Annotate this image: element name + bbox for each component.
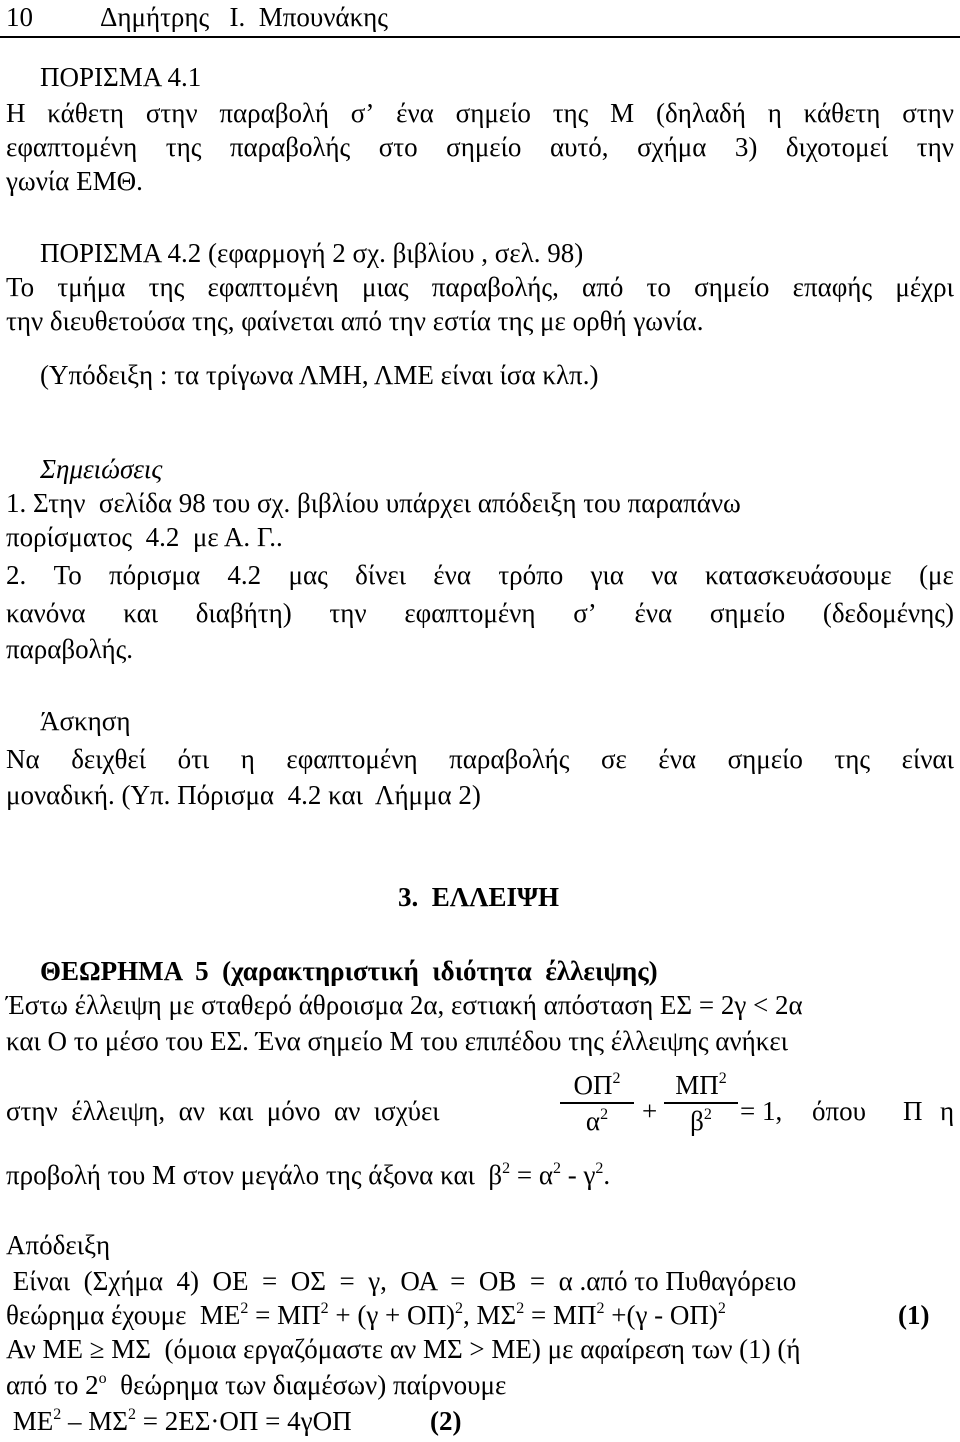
word: για [590,560,624,590]
word: επαφής [792,272,873,302]
word: τμήμα [57,272,126,302]
proof-line-1-part-a: Είναι (Σχήμα 4) ΟΕ = ΟΣ = γ, ΟΑ = ΟΒ = α [6,1266,573,1296]
me-exponent: 2 [240,1300,249,1317]
word: Το [6,272,35,302]
word: Μ [610,98,635,128]
corollary-4-2-line-1 [6,270,954,304]
word: στην [145,98,198,128]
theorem-5-line-3-text: στην έλλειψη, αν και μόνο αν ισχύει [6,1096,440,1126]
proof-line-2-mp: = ΜΠ [248,1300,321,1330]
plus-sign: + [642,1096,658,1126]
word: της [148,272,185,302]
proof-line-1-part-b: .από το Πυθαγόρειο [572,1266,797,1296]
word: στο [378,132,418,162]
fraction-2-denominator-exponent: 2 [703,1106,712,1123]
word: μέχρι [895,272,954,302]
fraction-1-denominator: α [585,1106,601,1136]
page-number: 10 [6,2,33,32]
proof-line-2-sum: + (γ + ΟΠ) [328,1300,456,1330]
mp-exponent-2: 2 [596,1300,605,1317]
word: να [651,560,678,590]
exercise-line-1 [6,742,954,776]
word: κάθετη [47,98,125,128]
line-4-part-b: = α [510,1160,553,1190]
fraction-mp-over-beta [664,1068,738,1138]
word: σημείο [455,98,531,128]
proof-line-2-me: θεώρημα έχουμε ΜΕ [6,1300,241,1330]
word: παραβολής, [431,272,559,302]
beta-exponent: 2 [502,1160,511,1177]
line-4-part-c: - γ [560,1160,596,1190]
word: και [123,598,159,628]
proof-line-4-part-a: από το 2 [6,1370,99,1400]
diff-exponent: 2 [717,1300,726,1317]
proof-line-3-part-b: ΜΣ (όμοια εργαζόμαστε αν ΜΣ > ΜΕ) με αφαίρεση των (1) (ή [104,1334,801,1364]
mp-exponent-1: 2 [320,1300,329,1317]
word: εφαπτομένη [286,744,418,774]
proof-line-2-mp-2: = ΜΠ [524,1300,597,1330]
fraction-1-numerator-exponent: 2 [612,1070,621,1087]
corollary-4-1-line-3: γωνία ΕΜΘ. [6,166,143,196]
word: σημείο [694,272,770,302]
header-rule [0,36,960,38]
theorem-5-line-3-is: η [940,1096,955,1126]
word: της [552,98,589,128]
corollary-4-2-title: ΠΟΡΙΣΜΑ 4.2 (εφαρμογή 2 σχ. βιβλίου , σελ. 98) [40,238,584,268]
word: (με [919,560,954,590]
word: παραβολής [449,744,570,774]
proof-line-5-result: = 2ΕΣ·ΟΠ = 4γΟΠ [135,1406,352,1436]
note-1-line-1: 1. Στην σελίδα 98 του σχ. βιβλίου υπάρχει απόδειξη του παραπάνω [6,488,741,518]
proof-line-3 [6,1332,801,1366]
word: από [582,272,624,302]
theorem-5-title: ΘΕΩΡΗΜΑ 5 (χαρακτηριστική ιδιότητα έλλειψης) [40,956,658,986]
word: ένα [396,98,434,128]
section-heading: 3. ΕΛΛΕΙΨΗ [398,882,560,912]
corollary-4-1-title: ΠΟΡΙΣΜΑ 4.1 [40,62,202,92]
note-2-line-3: παραβολής. [6,634,134,664]
fraction-2-numerator: ΜΠ [675,1070,719,1100]
word: την [329,598,367,628]
theorem-5-line-1: Έστω έλλειψη με σταθερό άθροισμα 2α, εστιακή απόσταση ΕΣ = 2γ < 2α [6,990,803,1020]
word: της [834,744,871,774]
corollary-4-2-hint: (Υπόδειξη : τα τρίγωνα ΛΜΗ, ΛΜΕ είναι ίσα κλπ.) [40,360,599,390]
proof-line-5 [6,1404,352,1438]
fraction-1-numerator: ΟΠ [573,1070,613,1100]
proof-line-1 [6,1264,796,1298]
me-exponent-5: 2 [53,1406,62,1423]
word: (δεδομένης) [822,598,954,628]
word: είναι [901,744,954,774]
exercise-title: Άσκηση [40,706,131,736]
geq-symbol: ≥ [89,1334,105,1364]
word: της [165,132,202,162]
word: σημείο [727,744,803,774]
word: σ’ [573,598,597,628]
theorem-5-line-3-where: όπου [812,1096,866,1126]
notes-title: Σημειώσεις [40,454,163,484]
word: κατασκευάσουμε [704,560,892,590]
word: σημείο [446,132,522,162]
corollary-4-1-line-1 [6,96,954,130]
proof-line-2-ms: , ΜΣ [463,1300,517,1330]
word: 3) [734,132,758,162]
word: σημείο [709,598,786,628]
fraction-2-numerator-exponent: 2 [718,1070,727,1087]
line-4-part-a: προβολή του Μ στον μεγάλο της άξονα και β [6,1160,503,1190]
theorem-5-line-4 [6,1158,610,1192]
word: την [916,132,954,162]
proof-line-2-diff: +(γ - ΟΠ) [604,1300,718,1330]
word: ένα [658,744,697,774]
word: δίνει [355,560,406,590]
word: Το [53,560,82,590]
word: ένα [433,560,471,590]
equation-ref-1: (1) [898,1300,930,1330]
word: Η [6,98,26,128]
theorem-5-line-3-pi: Π [903,1096,923,1126]
word: διχοτομεί [785,132,889,162]
fraction-op-over-alpha [560,1068,634,1138]
proof-line-5-ms: – ΜΣ [61,1406,128,1436]
word: στην [902,98,954,128]
word: πόρισμα [109,560,201,590]
word: παραβολής [229,132,351,162]
word: αυτό, [549,132,609,162]
ms-exponent-5: 2 [127,1406,136,1423]
author-name: Δημήτρης Ι. Μπουνάκης [100,2,388,32]
word: η [240,744,255,774]
word: εφαπτομένη [6,132,138,162]
exercise-line-2: μοναδική. (Υπ. Πόρισμα 4.2 και Λήμμα 2) [6,780,481,810]
note-2-line-1 [6,558,954,592]
proof-line-2 [6,1298,726,1332]
fraction-1-denominator-exponent: 2 [600,1106,609,1123]
alpha-exponent: 2 [552,1160,561,1177]
word: σε [600,744,627,774]
word: η [767,98,782,128]
word: μας [288,560,328,590]
word: παραβολή [219,98,329,128]
word: δειχθεί [71,744,147,774]
corollary-4-1-line-2 [6,130,954,164]
ordinal-superscript: ο [98,1370,107,1387]
word: ένα [634,598,673,628]
word: διαβήτη) [195,598,292,628]
line-4-part-d: . [603,1160,611,1190]
equals-one: = 1, [740,1096,783,1126]
note-2-line-2 [6,596,954,630]
gamma-exponent: 2 [595,1160,604,1177]
note-1-line-2: πορίσματος 4.2 με Α. Γ.. [6,522,283,552]
word: κάθετη [803,98,881,128]
proof-title: Απόδειξη [6,1230,111,1260]
word: εφαπτομένη [404,598,536,628]
ms-exponent: 2 [516,1300,525,1317]
equation-ref-2: (2) [430,1406,462,1436]
word: σ’ [350,98,375,128]
theorem-5-line-2: και Ο το μέσο του ΕΣ. Ένα σημείο Μ του επιπέδου της έλλειψης ανήκει [6,1026,788,1056]
word: 4.2 [227,560,262,590]
sum-exponent: 2 [455,1300,464,1317]
proof-line-3-part-a: Αν ΜΕ [6,1334,90,1364]
word: μιας [361,272,409,302]
corollary-4-2-line-2: την διευθετούσα της, φαίνεται από την εστία της με ορθή γωνία. [6,306,704,336]
word: σχήμα [637,132,707,162]
word: Να [6,744,40,774]
word: εφαπτομένη [207,272,339,302]
word: (δηλαδή [655,98,746,128]
proof-line-4 [6,1368,506,1402]
word: το [646,272,671,302]
proof-line-5-me: ΜΕ [6,1406,54,1436]
word: τρόπο [498,560,564,590]
word: κανόνα [6,598,86,628]
word: 2. [6,560,27,590]
fraction-2-denominator: β [690,1106,704,1136]
proof-line-4-part-b: θεώρημα των διαμέσων) παίρνουμε [106,1370,507,1400]
word: ότι [177,744,210,774]
